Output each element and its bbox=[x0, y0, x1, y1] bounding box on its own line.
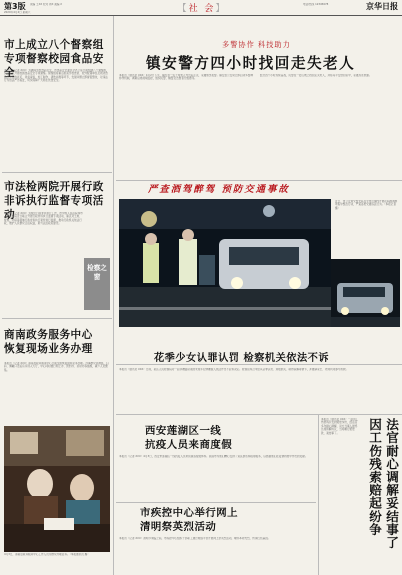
traffic-photo-note: 近日，市公安局交警支队在全市范围内开展夜间酒驾醉驾集中整治行动，严查各类交通违法行为。（本报记者 摄） bbox=[335, 200, 398, 210]
page-header bbox=[0, 0, 402, 16]
paper-name: 京华日报 bbox=[366, 2, 398, 11]
section-name: 【社 会】 bbox=[177, 4, 227, 14]
article3-title: 商南政务服务中心 恢复现场业务办理 bbox=[4, 329, 93, 355]
article1-title: 市上成立八个督察组 专项督察校园食品安全 bbox=[4, 39, 104, 79]
section-title: 社 会 bbox=[188, 4, 216, 14]
night-check-photo bbox=[331, 259, 400, 327]
article2-body: 本报讯（记者 XXX）为规范行政非诉执行工作，市中级人民法院和市人民检察院近日联合开展行政非诉执行监督专项活动，重点对土地、规划、环保等领域行政非诉执行案件进行监督，推动行政机关依法行政，维护人民群众合法权益，助力法治政府建设。 bbox=[4, 212, 83, 226]
mid-headline: 花季少女认罪认罚 检察机关依法不诉 bbox=[154, 353, 330, 364]
left-rule-2 bbox=[2, 318, 112, 319]
main-body-right: 经过四个小时连续奋战，民警在一处山坡上找到走失老人，并将其平安送回家中，家属连连致谢。 bbox=[260, 74, 372, 77]
main-body-left: 本报讯（通讯员 XXX）4月2日下午，镇安县一名七旬老人外出后走失，家属焦急报警。镇安县公安局立即启动多警种协作机制，调取沿途视频监控，组织民警、辅警及志愿者分组搜寻。 bbox=[119, 74, 253, 81]
service-center-caption: 4月3日，商南县政务服务中心工作人员为群众办理业务。（本报通讯员 摄） bbox=[4, 553, 90, 556]
main-rule-3 bbox=[116, 414, 402, 415]
main-headline: 镇安警方四小时找回走失老人 bbox=[146, 55, 356, 72]
article-memorial-body: 本报讯（记者 XXX）清明节来临之际，市疾控中心组织干部职工通过网络平台开展网上祭英烈活动，缅怀革命先烈，传承红色基因。 bbox=[119, 537, 271, 540]
traffic-photo-caption: 严查酒驾醉驾 预防交通事故 bbox=[148, 184, 290, 195]
badge-text: 检察之窗 bbox=[87, 264, 107, 281]
procuratorate-badge bbox=[84, 258, 110, 310]
traffic-photo bbox=[119, 199, 331, 327]
main-rule-4 bbox=[116, 502, 316, 503]
article2-title: 市法检两院开展行政 非诉执行监督专项活动 bbox=[4, 181, 104, 221]
right-column-divider bbox=[318, 415, 319, 575]
article-court-body: 本报讯（通讯员 XXX）一起因工伤致残引发的赔偿纠纷，经法官多次耐心调解，双方当事人最终达成和解协议，当场履行赔偿款，案结事了。 bbox=[321, 418, 359, 435]
mid-body: 本报讯（通讯员 XXX）日前，某区人民检察院对一起涉嫌盗窃案的未成年犯罪嫌疑人依法作出不起诉决定。检察官综合考虑其认罪认罚、退赔损失、取得谅解等情节，并邀请家长、老师共同参与帮教。 bbox=[119, 368, 349, 371]
left-column-divider bbox=[113, 16, 114, 575]
article3-body: 本报讯（记者 XXX）商南县政务服务中心日前全面恢复现场业务办理。办事群众需测温、扫码、佩戴口罩后有序进入大厅，中心同时推行网上办、预约办、延时办等措施，减少人员聚集。 bbox=[4, 362, 109, 372]
edition-label: 第3版 bbox=[4, 2, 26, 11]
article-court-title: 法官耐心调解妥结事了 因工伤残索赔起纷争 bbox=[367, 418, 399, 549]
article-xi-body: 本报讯（记者 XXX）4月3日，西安市莲湖区一线抗疫人员来到商洛度假休养。商洛市为他们精心安排了景区游览和接待服务，以感谢他们在疫情防控中作出的贡献。 bbox=[119, 455, 308, 458]
service-center-photo bbox=[4, 426, 110, 552]
article1-body: 本报讯（记者 XXX）为确保学校食品安全，市食品安全委员会办公室日前组建八个督察组，深入各区开展校园食品安全专项督察。督察组将重点检查学校食堂、校外配餐单位及周边食品经营者的许可、进货查验、加工制作、清洗消毒等环节，发现问题立即督促整改，对违法行为依法严厉查处，切实保障广大师生饮食安全。 bbox=[4, 69, 109, 83]
header-rule bbox=[0, 15, 402, 16]
left-rule-1 bbox=[2, 172, 112, 173]
publish-date: 2020年4月4日 星期六 bbox=[4, 11, 31, 14]
main-kicker: 多警协作 科技助力 bbox=[222, 40, 291, 49]
article-memorial-title: 市疾控中心举行网上 清明祭英烈活动 bbox=[140, 507, 239, 533]
edition-meta: 责编 王XX 校对 周X 美编 X bbox=[30, 3, 62, 6]
header-right-meta: 电话/热线 12345678 bbox=[303, 3, 329, 6]
main-rule-2 bbox=[116, 364, 402, 365]
article-xi-title: 西安莲湖区一线 抗疫人员来商度假 bbox=[145, 425, 233, 451]
